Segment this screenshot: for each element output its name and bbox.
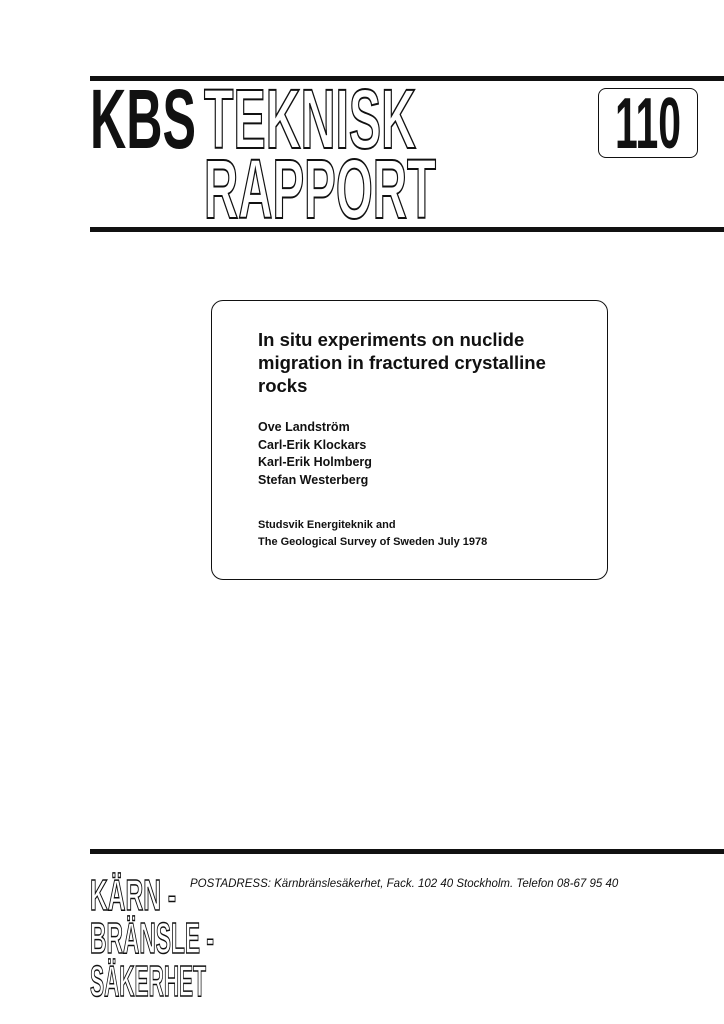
top-rule: [90, 76, 724, 81]
svg-text:SÄKERHET: SÄKERHET: [90, 957, 207, 1000]
affiliation-line: Studsvik Energiteknik and: [258, 519, 396, 531]
svg-text:KBS: KBS: [90, 84, 196, 154]
rapport-wordmark: [202, 154, 442, 224]
svg-text:BRÄNSLE -: BRÄNSLE -: [90, 914, 214, 963]
author: Stefan Westerberg: [258, 472, 369, 487]
svg-text:110: 110: [615, 92, 681, 154]
title-line: rocks: [258, 375, 308, 396]
title-box: [211, 300, 608, 580]
title-line: In situ experiments on nuclide: [258, 329, 525, 350]
author: Karl-Erik Holmberg: [258, 455, 372, 469]
report-title: [258, 328, 588, 397]
teknisk-wordmark: [202, 84, 422, 154]
affiliation: [258, 517, 487, 551]
kbs-wordmark: [90, 84, 200, 154]
author-list: [258, 419, 372, 489]
report-number-box: [598, 88, 698, 158]
masthead-bottom-rule: [90, 227, 724, 232]
svg-text:KÄRN -: KÄRN -: [90, 871, 176, 920]
report-number: [607, 92, 689, 154]
svg-text:RAPPORT: RAPPORT: [204, 154, 436, 224]
affiliation-line: The Geological Survey of Sweden July 1978: [258, 536, 488, 548]
author: Carl-Erik Klockars: [258, 437, 367, 452]
masthead: [90, 84, 724, 224]
postal-address: POSTADRESS: Kärnbränslesäkerhet, Fack. 102 40 Stockholm. Telefon 08-67 95 40: [190, 878, 619, 890]
title-line: migration in fractured crystalline: [258, 352, 546, 373]
footer-rule: [90, 849, 724, 854]
author: Ove Landström: [258, 420, 350, 434]
svg-text:TEKNISK: TEKNISK: [204, 84, 416, 154]
